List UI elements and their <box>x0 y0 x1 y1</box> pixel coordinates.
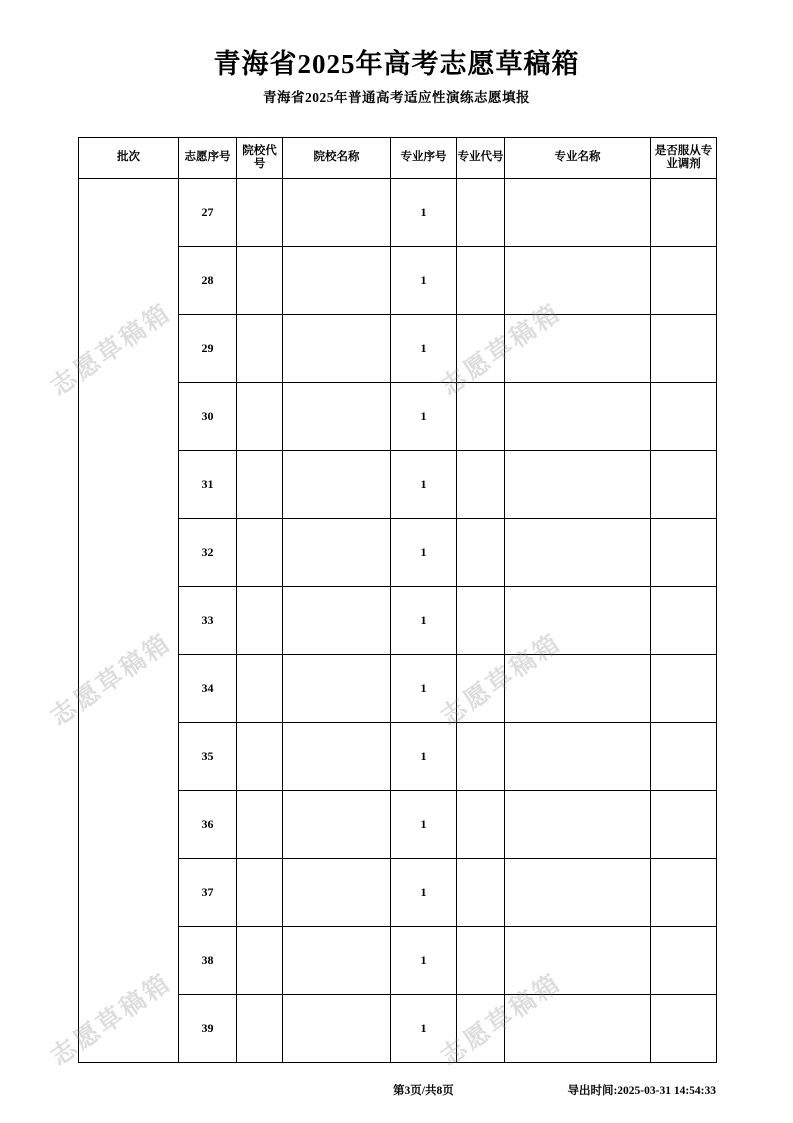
header-major-seq: 专业序号 <box>391 138 457 179</box>
header-batch: 批次 <box>79 138 179 179</box>
cell-major-seq: 1 <box>391 655 457 723</box>
cell-obey-adjust <box>651 519 717 587</box>
cell-obey-adjust <box>651 995 717 1063</box>
cell-major-seq: 1 <box>391 315 457 383</box>
cell-college-code <box>237 723 283 791</box>
cell-college-code <box>237 995 283 1063</box>
watermark-text: 志愿草稿箱 <box>46 298 177 402</box>
cell-college-code <box>237 383 283 451</box>
cell-major-seq: 1 <box>391 179 457 247</box>
cell-obey-adjust <box>651 247 717 315</box>
cell-volunteer-seq: 27 <box>179 179 237 247</box>
cell-obey-adjust <box>651 587 717 655</box>
export-time: 导出时间:2025-03-31 14:54:33 <box>567 1085 716 1097</box>
cell-college-name <box>283 179 391 247</box>
cell-volunteer-seq: 39 <box>179 995 237 1063</box>
volunteer-table <box>78 137 717 1063</box>
cell-obey-adjust <box>651 723 717 791</box>
cell-college-code <box>237 791 283 859</box>
cell-volunteer-seq: 33 <box>179 587 237 655</box>
cell-major-name <box>505 451 651 519</box>
cell-major-code <box>457 315 505 383</box>
cell-obey-adjust <box>651 927 717 995</box>
cell-volunteer-seq: 30 <box>179 383 237 451</box>
cell-major-name <box>505 859 651 927</box>
table-row <box>79 179 717 247</box>
cell-major-seq: 1 <box>391 451 457 519</box>
cell-college-name <box>283 791 391 859</box>
cell-college-code <box>237 315 283 383</box>
cell-volunteer-seq: 34 <box>179 655 237 723</box>
watermark-text: 志愿草稿箱 <box>46 628 177 732</box>
header-college-code: 院校代号 <box>237 138 283 179</box>
cell-obey-adjust <box>651 451 717 519</box>
header-major-name: 专业名称 <box>505 138 651 179</box>
cell-major-name <box>505 927 651 995</box>
cell-college-name <box>283 859 391 927</box>
cell-major-name <box>505 247 651 315</box>
cell-major-name <box>505 519 651 587</box>
cell-college-code <box>237 587 283 655</box>
cell-college-name <box>283 383 391 451</box>
cell-major-seq: 1 <box>391 247 457 315</box>
cell-obey-adjust <box>651 655 717 723</box>
cell-college-name <box>283 723 391 791</box>
cell-college-name <box>283 315 391 383</box>
page-number: 第3页/共8页 <box>393 1085 454 1097</box>
cell-major-code <box>457 655 505 723</box>
header-college-name: 院校名称 <box>283 138 391 179</box>
cell-major-seq: 1 <box>391 859 457 927</box>
header-volunteer-seq: 志愿序号 <box>179 138 237 179</box>
cell-college-code <box>237 859 283 927</box>
cell-major-code <box>457 519 505 587</box>
cell-volunteer-seq: 32 <box>179 519 237 587</box>
cell-volunteer-seq: 28 <box>179 247 237 315</box>
cell-college-name <box>283 519 391 587</box>
watermark-text: 志愿草稿箱 <box>46 968 177 1072</box>
cell-college-name <box>283 451 391 519</box>
cell-major-name <box>505 995 651 1063</box>
header-major-code: 专业代号 <box>457 138 505 179</box>
cell-college-name <box>283 995 391 1063</box>
cell-college-code <box>237 927 283 995</box>
cell-major-code <box>457 927 505 995</box>
cell-college-name <box>283 247 391 315</box>
cell-obey-adjust <box>651 859 717 927</box>
cell-major-name <box>505 315 651 383</box>
cell-major-name <box>505 587 651 655</box>
cell-major-code <box>457 383 505 451</box>
cell-major-name <box>505 723 651 791</box>
cell-college-code <box>237 247 283 315</box>
cell-batch <box>79 179 179 1063</box>
watermark-text: 志愿草稿箱 <box>436 628 567 732</box>
cell-major-name <box>505 655 651 723</box>
cell-college-name <box>283 587 391 655</box>
cell-college-code <box>237 519 283 587</box>
cell-major-code <box>457 179 505 247</box>
cell-volunteer-seq: 36 <box>179 791 237 859</box>
cell-volunteer-seq: 37 <box>179 859 237 927</box>
page-title: 青海省2025年高考志愿草稿箱 <box>213 49 580 79</box>
cell-obey-adjust <box>651 179 717 247</box>
cell-obey-adjust <box>651 315 717 383</box>
cell-college-name <box>283 927 391 995</box>
cell-major-name <box>505 179 651 247</box>
cell-volunteer-seq: 31 <box>179 451 237 519</box>
cell-college-code <box>237 179 283 247</box>
cell-college-name <box>283 655 391 723</box>
cell-obey-adjust <box>651 791 717 859</box>
table-header-row <box>79 138 717 179</box>
cell-major-code <box>457 587 505 655</box>
watermark-text: 志愿草稿箱 <box>436 968 567 1072</box>
page-footer <box>78 1082 716 1098</box>
cell-major-code <box>457 247 505 315</box>
cell-major-seq: 1 <box>391 383 457 451</box>
cell-major-seq: 1 <box>391 995 457 1063</box>
cell-obey-adjust <box>651 383 717 451</box>
cell-major-code <box>457 723 505 791</box>
cell-volunteer-seq: 38 <box>179 927 237 995</box>
cell-major-seq: 1 <box>391 723 457 791</box>
cell-major-seq: 1 <box>391 587 457 655</box>
cell-major-code <box>457 791 505 859</box>
cell-college-code <box>237 451 283 519</box>
cell-major-code <box>457 995 505 1063</box>
page-subtitle: 青海省2025年普通高考适应性演练志愿填报 <box>263 90 530 105</box>
cell-major-code <box>457 451 505 519</box>
header-obey-adjust: 是否服从专业调剂 <box>651 138 717 179</box>
cell-major-seq: 1 <box>391 519 457 587</box>
cell-major-seq: 1 <box>391 791 457 859</box>
cell-major-name <box>505 383 651 451</box>
cell-college-code <box>237 655 283 723</box>
cell-volunteer-seq: 35 <box>179 723 237 791</box>
cell-major-name <box>505 791 651 859</box>
cell-major-seq: 1 <box>391 927 457 995</box>
cell-major-code <box>457 859 505 927</box>
cell-volunteer-seq: 29 <box>179 315 237 383</box>
watermark-text: 志愿草稿箱 <box>436 298 567 402</box>
